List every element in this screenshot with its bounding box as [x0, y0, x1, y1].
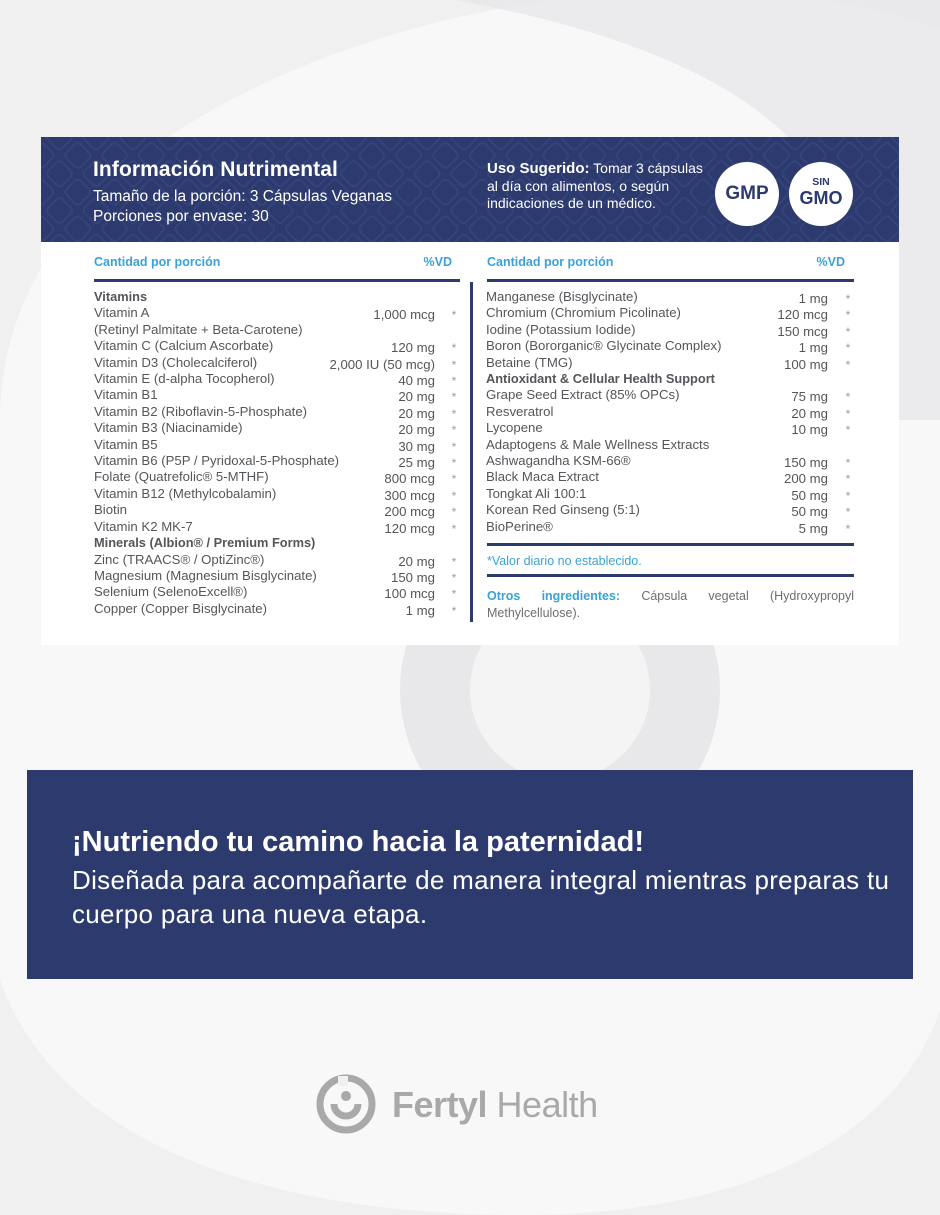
- nutrient-amount: 20 mg: [398, 553, 435, 569]
- daily-value-marker: *: [845, 505, 851, 520]
- nutrient-name: Grape Seed Extract (85% OPCs): [486, 387, 680, 403]
- section-heading: [94, 289, 460, 305]
- daily-value-marker: *: [451, 341, 457, 356]
- gmp-badge-label: GMP: [725, 183, 769, 204]
- nutrient-amount: 1,000 mcg: [373, 307, 435, 323]
- nutrient-row: [94, 552, 460, 568]
- brand-name: [392, 1084, 598, 1126]
- nutrient-name: Selenium (SelenoExcell®): [94, 584, 248, 600]
- nutrient-row: [486, 338, 854, 354]
- suggested-use: [487, 160, 713, 213]
- nutrient-amount: 200 mcg: [384, 504, 435, 520]
- nutrient-row: [486, 453, 854, 469]
- daily-value-marker: *: [451, 456, 457, 471]
- nutrient-row: [94, 486, 460, 502]
- nutrient-row: [486, 322, 854, 338]
- nutrient-row: [486, 437, 854, 453]
- column-divider: [470, 282, 473, 622]
- nutrient-row: [486, 469, 854, 485]
- section-heading: [486, 371, 854, 387]
- daily-value-marker: *: [845, 390, 851, 405]
- daily-value-marker: *: [451, 603, 457, 618]
- nutrient-name: Vitamin K2 MK-7: [94, 518, 193, 534]
- daily-value-marker: *: [845, 357, 851, 372]
- brand-name-bold: Fertyl: [392, 1084, 488, 1125]
- daily-value-marker: *: [845, 488, 851, 503]
- nutrient-row: [94, 305, 460, 321]
- nutrient-name: (Retinyl Palmitate + Beta-Carotene): [94, 321, 303, 337]
- nutrient-name: Adaptogens & Male Wellness Extracts: [486, 436, 710, 452]
- nutrient-amount: 150 mcg: [777, 323, 828, 339]
- nutrient-row: [486, 420, 854, 436]
- daily-value-marker: *: [451, 308, 457, 323]
- right-list-end-rule: [487, 543, 854, 546]
- nutrient-row: [486, 289, 854, 305]
- nutrient-amount: 25 mg: [398, 455, 435, 471]
- nutrient-amount: 300 mcg: [384, 487, 435, 503]
- nutrient-row: [486, 305, 854, 321]
- banner-text: Diseñada para acompañarte de manera integral mientras preparas tu cuerpo para una nueva etapa.: [72, 865, 890, 929]
- daily-value-marker: *: [451, 390, 457, 405]
- daily-value-marker: *: [845, 472, 851, 487]
- nutrient-name: Vitamin C (Calcium Ascorbate): [94, 338, 274, 354]
- nutrient-name: Magnesium (Magnesium Bisglycinate): [94, 567, 317, 583]
- daily-value-marker: *: [451, 587, 457, 602]
- nutrient-name: Betaine (TMG): [486, 354, 573, 370]
- amount-per-serving-label: Cantidad por porción: [94, 255, 221, 269]
- nutrient-name: Minerals (Albion® / Premium Forms): [94, 535, 316, 551]
- nutrient-row: [94, 519, 460, 535]
- nutrient-row: [94, 338, 460, 354]
- left-nutrient-list: [94, 289, 460, 617]
- nutrient-amount: 1 mg: [405, 602, 435, 618]
- nutrient-amount: 2,000 IU (50 mcg): [329, 356, 435, 372]
- nutrient-row: [486, 502, 854, 518]
- right-column-header: [487, 255, 845, 269]
- daily-value-marker: *: [845, 292, 851, 306]
- nutrient-amount: 1 mg: [798, 291, 828, 306]
- daily-value-marker: *: [845, 308, 851, 323]
- daily-value-marker: *: [451, 406, 457, 421]
- panel-title: Información Nutrimental: [93, 158, 338, 181]
- gmp-badge: [715, 162, 779, 226]
- nutrient-row: [94, 502, 460, 518]
- nutrient-amount: 20 mg: [398, 405, 435, 421]
- daily-value-label: %VD: [423, 255, 452, 269]
- promo-banner: [27, 770, 913, 979]
- nutrient-name: Iodine (Potassium Iodide): [486, 321, 636, 337]
- nutrient-name: Vitamins: [94, 289, 148, 304]
- nutrient-row: [94, 371, 460, 387]
- nutrient-name: Vitamin D3 (Cholecalciferol): [94, 354, 258, 370]
- amount-per-serving-label: Cantidad por porción: [487, 255, 614, 269]
- section-heading: [94, 535, 460, 551]
- nutrient-name: Vitamin B6 (P5P / Pyridoxal-5-Phosphate): [94, 453, 340, 469]
- nutrient-amount: 30 mg: [398, 438, 435, 454]
- nutrient-row: [94, 453, 460, 469]
- nutrition-facts-panel: [41, 137, 899, 645]
- daily-value-marker: *: [451, 554, 457, 569]
- non-gmo-badge-top: SIN: [812, 176, 830, 188]
- nutrient-name: Resveratrol: [486, 403, 554, 419]
- nutrient-name: Vitamin A: [94, 305, 150, 321]
- daily-value-label: %VD: [816, 255, 845, 269]
- nutrient-name: Vitamin E (d-alpha Tocopherol): [94, 371, 275, 387]
- other-ingredients-label: Otros ingredientes:: [487, 589, 621, 603]
- panel-header: [41, 137, 899, 242]
- nutrient-amount: 120 mcg: [777, 307, 828, 323]
- daily-value-marker: *: [845, 423, 851, 438]
- daily-value-marker: *: [451, 505, 457, 520]
- nutrient-name: Lycopene: [486, 420, 543, 436]
- non-gmo-badge-bottom: GMO: [799, 188, 843, 208]
- daily-value-marker: *: [451, 439, 457, 454]
- nutrient-name: Copper (Copper Bisglycinate): [94, 600, 267, 616]
- nutrient-amount: 120 mg: [391, 340, 435, 356]
- nutrient-amount: 40 mg: [398, 373, 435, 389]
- nutrient-amount: 100 mg: [784, 356, 828, 372]
- nutrient-amount: 10 mg: [791, 422, 828, 438]
- servings-per-container: Porciones por envase: 30: [93, 208, 269, 225]
- nutrient-row: [486, 486, 854, 502]
- nutrient-amount: 120 mcg: [384, 520, 435, 536]
- nutrient-row: [486, 404, 854, 420]
- nutrient-row: [94, 469, 460, 485]
- suggested-use-text: Tomar 3 cápsulas al día con alimentos, o según indicaciones de un médico.: [487, 160, 703, 211]
- nutrient-amount: 50 mg: [791, 487, 828, 503]
- nutrient-name: Vitamin B5: [94, 436, 158, 452]
- nutrient-row: [486, 519, 854, 535]
- nutrient-row: [94, 404, 460, 420]
- nutrient-amount: 800 mcg: [384, 471, 435, 487]
- nutrient-name: Black Maca Extract: [486, 469, 599, 485]
- nutrient-name: Antioxidant & Cellular Health Support: [486, 371, 715, 387]
- nutrient-name: Folate (Quatrefolic® 5-MTHF): [94, 469, 269, 485]
- header-info: [93, 158, 392, 227]
- nutrient-name: Tongkat Ali 100:1: [486, 485, 587, 501]
- daily-value-marker: *: [845, 521, 851, 536]
- nutrient-row: [486, 355, 854, 371]
- daily-value-marker: *: [451, 521, 457, 536]
- nutrient-name: Zinc (TRAACS® / OptiZinc®): [94, 551, 265, 567]
- nutrient-row: [94, 568, 460, 584]
- nutrient-amount: 100 mcg: [384, 586, 435, 602]
- nutrient-row: [94, 387, 460, 403]
- fertyl-logo-icon: [316, 1074, 376, 1134]
- nutrient-name: Chromium (Chromium Picolinate): [486, 305, 681, 321]
- nutrient-amount: 1 mg: [798, 340, 828, 356]
- daily-value-marker: *: [451, 488, 457, 503]
- nutrient-amount: 20 mg: [398, 389, 435, 405]
- footnote-rule: [487, 574, 854, 577]
- daily-value-marker: *: [845, 324, 851, 339]
- nutrient-amount: 5 mg: [798, 520, 828, 536]
- nutrient-amount: 150 mg: [784, 455, 828, 471]
- brand-logo: [316, 1074, 636, 1134]
- nutrient-row: [94, 355, 460, 371]
- non-gmo-badge: [789, 162, 853, 226]
- nutrient-name: Biotin: [94, 502, 127, 518]
- suggested-use-label: Uso Sugerido:: [487, 160, 590, 177]
- nutrient-amount: 20 mg: [398, 422, 435, 438]
- daily-value-marker: *: [451, 374, 457, 389]
- daily-value-marker: *: [451, 423, 457, 438]
- daily-value-marker: *: [451, 357, 457, 372]
- nutrient-row: [94, 322, 460, 338]
- right-header-rule: [487, 279, 854, 282]
- nutrient-name: Vitamin B2 (Riboflavin-5-Phosphate): [94, 403, 308, 419]
- daily-value-marker: *: [451, 472, 457, 487]
- nutrient-row: [94, 601, 460, 617]
- nutrient-name: Korean Red Ginseng (5:1): [486, 502, 640, 518]
- daily-value-marker: *: [451, 570, 457, 585]
- daily-value-marker: *: [845, 406, 851, 421]
- nutrient-row: [486, 387, 854, 403]
- nutrient-amount: 50 mg: [791, 504, 828, 520]
- nutrient-row: [94, 420, 460, 436]
- daily-value-footnote: *Valor diario no establecido.: [487, 554, 642, 568]
- nutrient-amount: 200 mg: [784, 471, 828, 487]
- brand-name-light: Health: [487, 1084, 598, 1125]
- nutrient-name: Vitamin B3 (Niacinamide): [94, 420, 243, 436]
- banner-title: ¡Nutriendo tu camino hacia la paternidad!: [72, 826, 645, 858]
- nutrient-row: [94, 584, 460, 600]
- nutrient-amount: 75 mg: [791, 389, 828, 405]
- other-ingredients-text: Cápsula vegetal (Hydroxypropyl Methylcellulose).: [487, 589, 855, 620]
- nutrient-name: Vitamin B1: [94, 387, 158, 403]
- other-ingredients: [487, 588, 854, 621]
- right-nutrient-list: [486, 289, 854, 535]
- nutrient-name: Ashwagandha KSM-66®: [486, 453, 631, 469]
- daily-value-marker: *: [845, 341, 851, 356]
- nutrient-amount: 20 mg: [791, 405, 828, 421]
- daily-value-marker: *: [845, 456, 851, 471]
- nutrient-name: Manganese (Bisglycinate): [486, 289, 638, 304]
- nutrient-name: BioPerine®: [486, 518, 553, 534]
- serving-size: Tamaño de la porción: 3 Cápsulas Veganas: [93, 188, 393, 205]
- nutrient-amount: 150 mg: [391, 569, 435, 585]
- nutrient-name: Boron (Bororganic® Glycinate Complex): [486, 338, 722, 354]
- left-header-rule: [94, 279, 460, 282]
- left-column-header: [94, 255, 452, 269]
- nutrient-name: Vitamin B12 (Methylcobalamin): [94, 485, 277, 501]
- nutrient-row: [94, 437, 460, 453]
